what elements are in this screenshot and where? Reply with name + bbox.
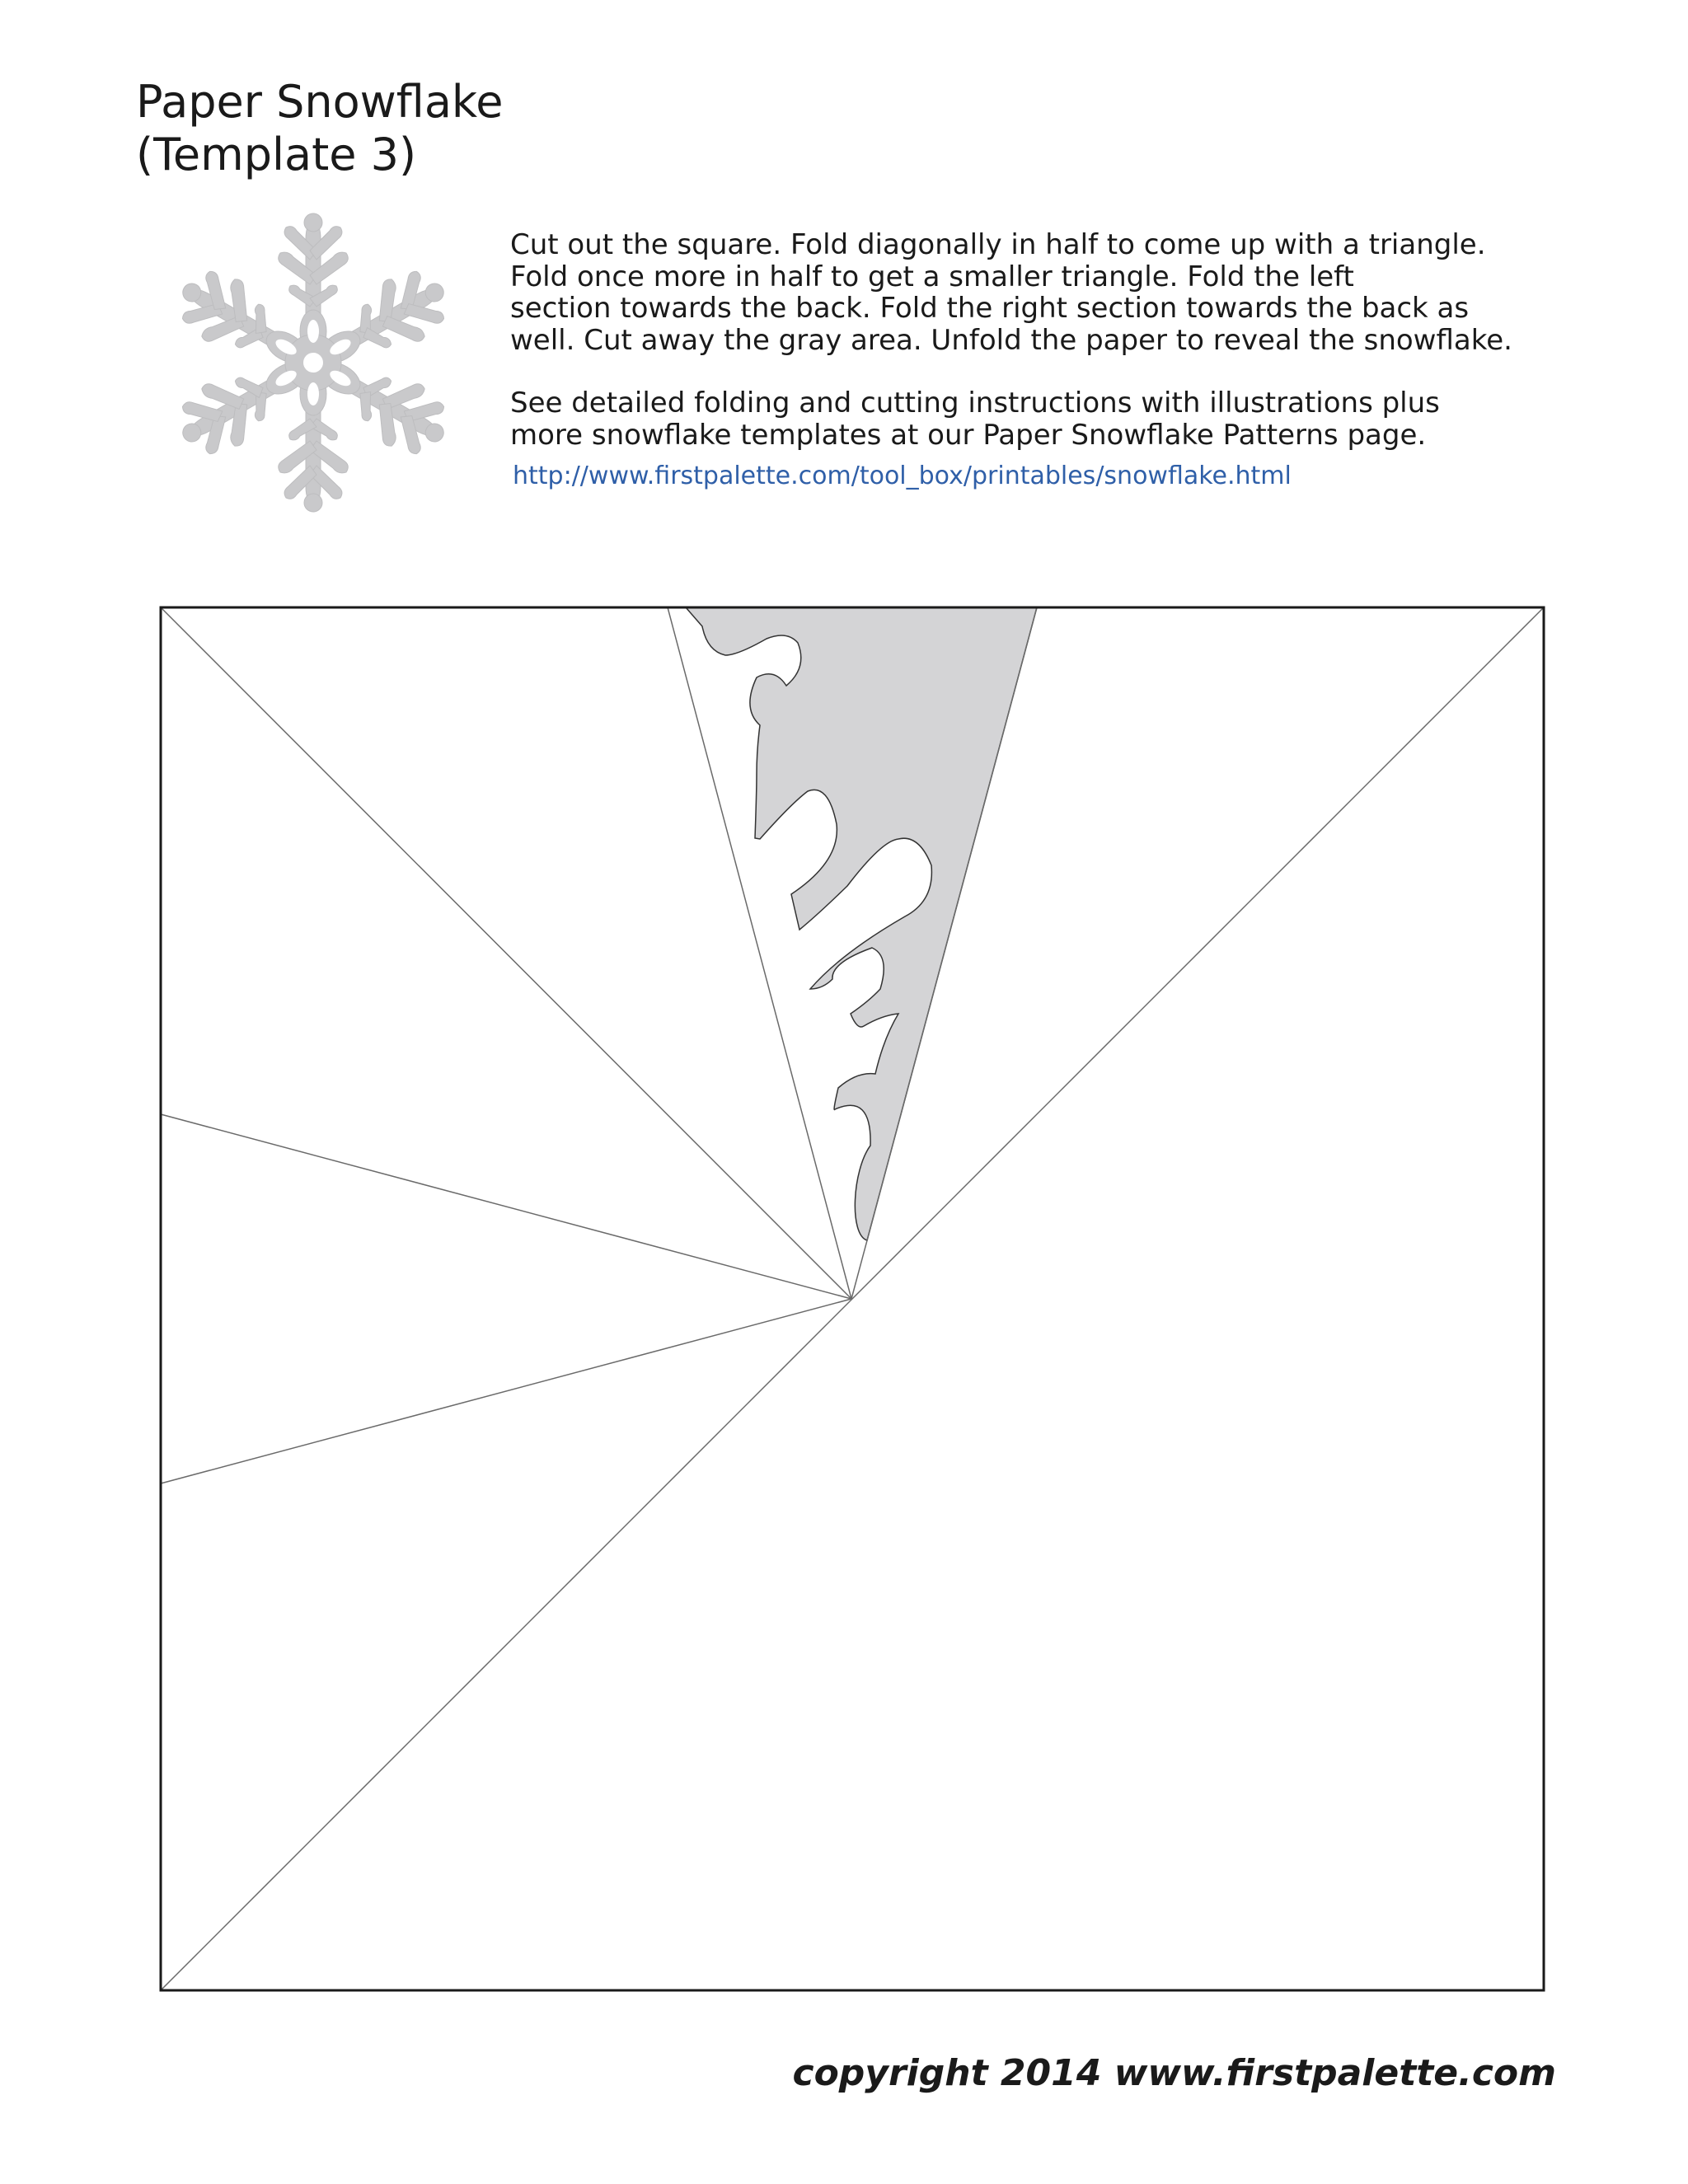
page-title-line-1: Paper Snowflake [136,76,504,128]
instruction-line: well. Cut away the gray area. Unfold the paper to reveal the snowflake. [510,323,1512,357]
instruction-line: Cut out the square. Fold diagonally in half to come up with a triangle. [510,228,1486,261]
instruction-line: more snowflake templates at our Paper Snowflake Patterns page. [510,418,1427,452]
instruction-line: See detailed folding and cutting instructions with illustrations plus [510,387,1440,419]
instructions-paragraph-1 [510,229,1582,356]
instruction-line: Fold once more in half to get a smaller triangle. Fold the left [510,260,1354,293]
instructions-paragraph-2 [510,387,1582,451]
page-title [136,76,503,181]
copyright-notice: copyright 2014 www.firstpalette.com [792,2052,1556,2094]
cut-out-square [161,607,1544,1990]
instruction-line: section towards the back. Fold the right section towards the back as [510,292,1470,325]
snowflake-patterns-link[interactable]: http://www.firstpalette.com/tool_box/printables/snowflake.html [513,462,1292,490]
snowflake-preview-icon [173,206,453,519]
page-title-line-2: (Template 3) [136,129,417,180]
instructions [510,229,1582,451]
